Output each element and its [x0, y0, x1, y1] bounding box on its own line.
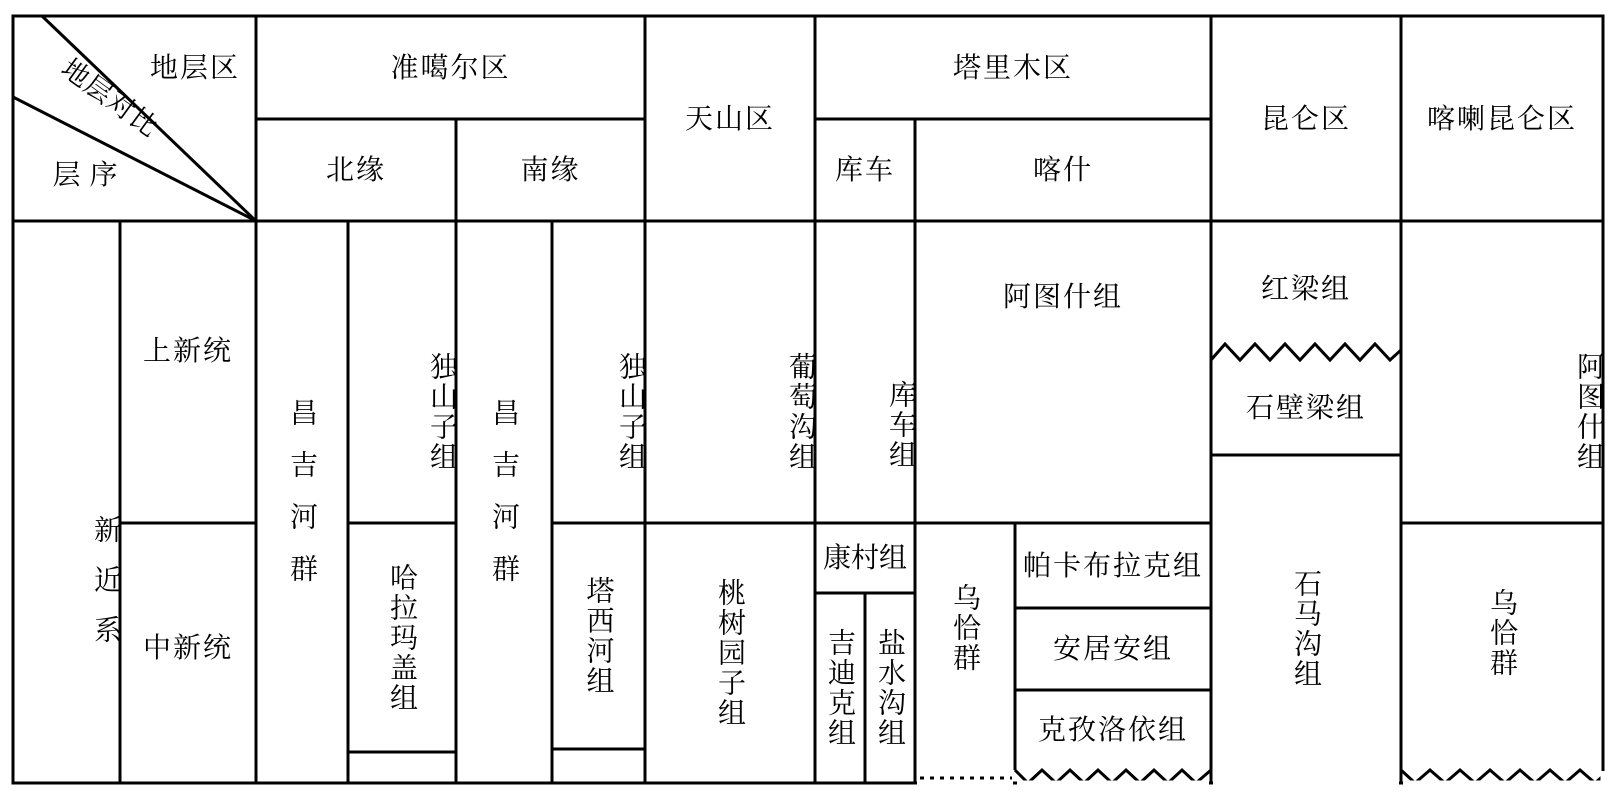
corner-sequence-label: 层 序: [52, 158, 118, 191]
header-tarim: 塔里木区: [952, 50, 1073, 84]
unit-tianshan-upper: 葡萄沟组: [785, 352, 818, 472]
unit-kuqa-yanshuigou: 盐水沟组: [874, 628, 907, 748]
header-tianshan: 天山区: [684, 101, 775, 135]
unit-kuqa-kangcun: 康村组: [822, 541, 907, 574]
unit-north-lower: 哈拉玛盖组: [386, 562, 419, 713]
unit-kashi-upper: 阿图什组: [1002, 280, 1123, 313]
unit-kuqa-upper: 库车组: [885, 379, 918, 470]
series-upper-label: 上新统: [142, 334, 233, 367]
unit-south-upper: 独山子组: [615, 352, 648, 472]
header-kunlun: 昆仑区: [1260, 101, 1351, 135]
series-middle-label: 中新统: [142, 631, 233, 664]
header-junggar-north: 北缘: [325, 153, 386, 186]
unit-kunlun-shibiliang: 石壁梁组: [1245, 390, 1366, 424]
unit-kashi-pakabulake: 帕卡布拉克组: [1022, 548, 1203, 582]
unit-kara-upper: 阿图什组: [1573, 352, 1606, 472]
system-label: 新近系: [90, 514, 123, 665]
unit-kara-group: 乌恰群: [1486, 588, 1519, 678]
corner-compare-label: 地层对比: [55, 52, 165, 144]
header-junggar: 准噶尔区: [390, 50, 511, 84]
header-junggar-south: 南缘: [520, 153, 581, 186]
unit-north-group: 昌吉河群: [286, 398, 319, 606]
unit-south-lower: 塔西河组: [582, 576, 616, 696]
unit-kashi-anjuan: 安居安组: [1052, 632, 1173, 665]
header-kashi: 喀什: [1032, 153, 1093, 186]
header-kuqa: 库车: [834, 153, 895, 186]
unit-kashi-group: 乌恰群: [949, 583, 982, 673]
unit-tianshan-lower: 桃树园子组: [714, 578, 747, 728]
corner-region-label: 地层区: [149, 51, 240, 84]
header-karakoram: 喀喇昆仑区: [1426, 101, 1577, 135]
unit-kunlun-hongliang: 红梁组: [1260, 271, 1351, 305]
unit-kashi-kezilouyi: 克孜洛依组: [1037, 713, 1188, 746]
unit-kunlun-shimagou: 石马沟组: [1290, 569, 1323, 689]
unit-north-upper: 独山子组: [426, 352, 459, 472]
unit-south-group: 昌吉河群: [488, 398, 521, 606]
unit-kuqa-jidike: 吉迪克组: [824, 628, 857, 748]
